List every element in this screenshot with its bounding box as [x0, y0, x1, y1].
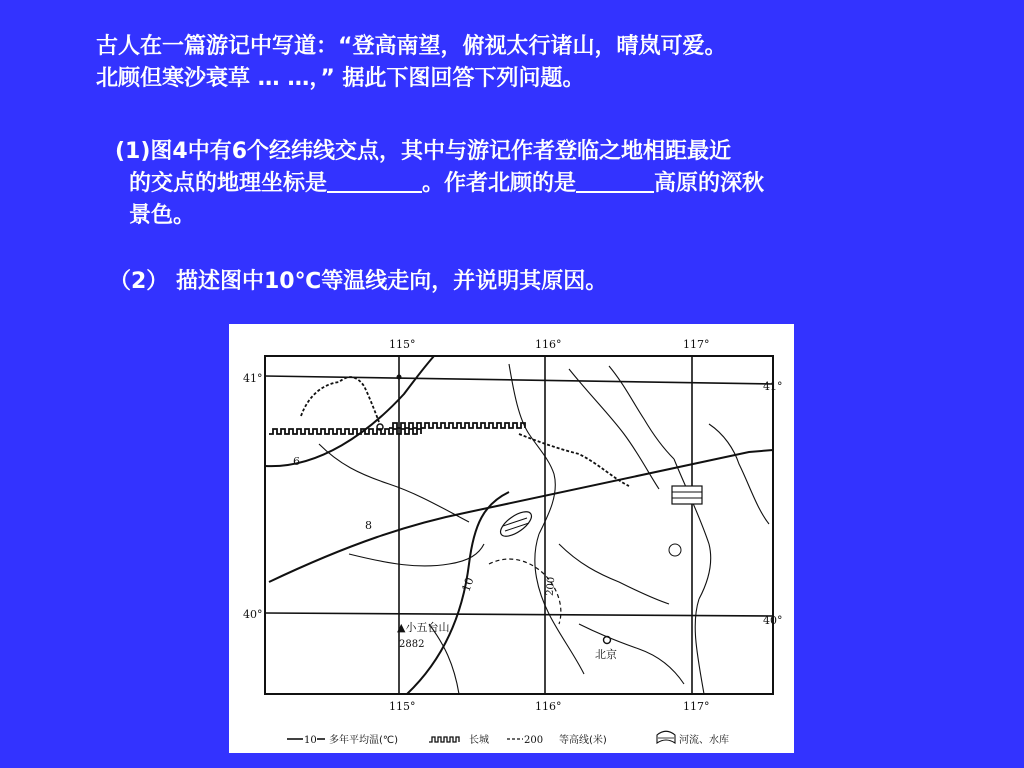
legend-contour-text: 等高线(米) [559, 735, 607, 746]
great-wall-north [301, 377, 379, 422]
river-7 [709, 424, 769, 524]
question-1-line-3: 景色。 [129, 203, 196, 228]
lat-label-40-left: 40° [243, 608, 263, 621]
lon-label-116-bottom: 116° [535, 700, 562, 713]
lat-label-41-left: 41° [243, 372, 263, 385]
answer-blank-plateau[interactable] [576, 169, 654, 193]
question-1-line-1 [115, 136, 915, 168]
mountain-elevation: 2882 [399, 639, 425, 650]
river-6 [695, 599, 704, 694]
river-1 [509, 364, 555, 534]
question-1 [115, 136, 915, 232]
mountain-name: ▲小五台山 [397, 621, 450, 634]
lon-label-117-bottom: 117° [683, 700, 710, 713]
intro-line-2: 北顾但寒沙衰草 … …，” 据此下图回答下列问题。 [96, 66, 585, 91]
answer-blank-coordinates[interactable] [327, 169, 422, 193]
beijing-marker [604, 637, 611, 644]
lake-small [669, 544, 681, 556]
legend-isotherm-sample: 10 [304, 735, 317, 746]
lon-label-116-top: 116° [535, 338, 562, 351]
great-wall-central [389, 423, 525, 428]
legend-contour-sample: 200 [524, 735, 544, 746]
legend [287, 731, 729, 746]
question-1-text-2c: 高原的深秋 [654, 171, 765, 196]
lon-label-115-bottom: 115° [389, 700, 416, 713]
intro-line-1: 古人在一篇游记中写道：“登高南望，俯视太行诸山，晴岚可爱。 [96, 34, 727, 59]
question-1-text-2a: 的交点的地理坐标是 [129, 171, 328, 196]
legend-reservoir-symbol [657, 731, 675, 743]
contour-label-200: 200 [544, 576, 558, 597]
lon-label-115-top: 115° [389, 338, 416, 351]
lat-label-40-right: 40° [763, 614, 783, 627]
question-1-text-2b: 。作者北顾的是 [422, 171, 577, 196]
great-wall [269, 377, 629, 486]
isotherm-6 [265, 356, 434, 466]
question-1-line-2 [115, 168, 915, 200]
reservoir-west [497, 507, 536, 541]
legend-wall-symbol [429, 737, 459, 742]
legend-isotherm-text: 多年平均温(℃) [329, 735, 399, 746]
river-8 [319, 444, 469, 522]
city-name: 北京 [595, 648, 617, 661]
isotherm-label-6: 6 [293, 455, 300, 468]
river-12 [429, 624, 459, 694]
river-9 [349, 544, 484, 566]
great-wall-east [519, 434, 629, 486]
rivers [319, 364, 769, 694]
river-4 [609, 366, 674, 459]
river-2 [535, 534, 584, 674]
question-2: （2） 描述图中10℃等温线走向，并说明其原因。 [109, 269, 608, 294]
topographic-map [229, 324, 794, 753]
river-3 [569, 369, 659, 489]
lat-label-41-right: 41° [763, 380, 783, 393]
question-1-number: (1) [115, 139, 151, 164]
town-marker-north [397, 375, 402, 380]
lon-label-117-top: 117° [683, 338, 710, 351]
legend-wall-text: 长城 [469, 735, 489, 746]
intro-paragraph [96, 31, 976, 95]
map-svg [229, 324, 794, 753]
parallel-40 [265, 613, 773, 616]
river-10 [559, 544, 669, 604]
legend-river-text: 河流、水库 [679, 735, 729, 746]
isotherm-label-8: 8 [365, 519, 372, 532]
reservoir-east [672, 486, 702, 504]
reservoirs [497, 486, 702, 556]
question-1-text-1: 图4中有6个经纬线交点，其中与游记作者登临之地相距最近 [150, 139, 732, 164]
isotherm-label-10: 10 [459, 575, 477, 594]
